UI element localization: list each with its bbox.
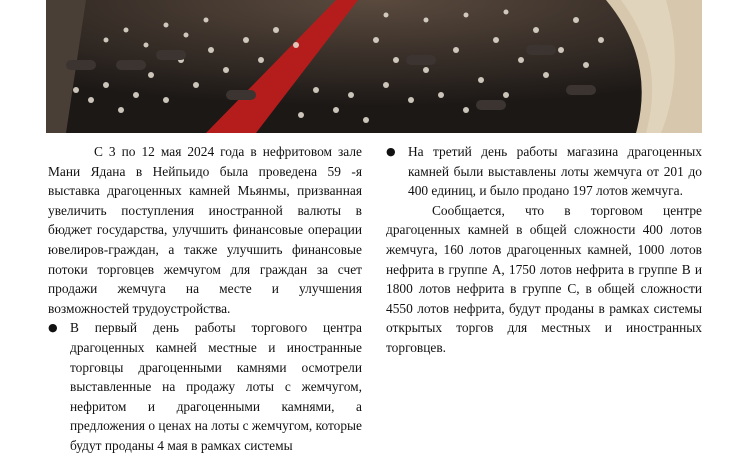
- bullet-text: На третий день работы магазина драгоценных камней были выставлены лоты жемчуга от 201 до 400 единиц, и было продано 197 лотов жемчуга.: [408, 144, 702, 199]
- hall-image: [46, 0, 702, 133]
- summary-paragraph: Сообщается, что в торговом центре драгоценных камней в общей сложности 400 лотов жемчуга, 160 лотов драгоценных камней, 1000 лотов нефрита в группе A, 1750 лотов нефрита в группе B и 1800 лотов нефрита в группе C, в общей сложности 4550 лотов нефрита, будут проданы в рамках системы открытых торгов для местных и иностранных торговцев.: [386, 202, 702, 355]
- exhibition-hall-photo: [46, 0, 702, 133]
- bullet-item-3: [386, 142, 702, 201]
- intro-paragraph: С 3 по 12 мая 2024 года в нефритовом зале Мани Ядана в Нейпьидо была проведена 59 -я выставка драгоценных камней Мьянмы, призванная увеличить поступления иностранной валюты в бюджет государства, улучшить финансовые операции ювелиров-граждан, а также улучшить финансовые потоки торговцев жемчугом для граждан за счет продажи жемчуга на месте и улучшения возможностей трудоустройства.: [48, 144, 362, 316]
- bullet-icon: ●: [386, 145, 396, 158]
- right-column: [386, 142, 702, 358]
- bullet-item-1: [48, 318, 362, 455]
- bullet-text: В первый день работы торгового центра драгоценных камней местные и иностранные торговцы драгоценными камнями осмотрели выставленные на продажу лоты с жемчугом, нефритом и драгоценными камнями, а предложения о ценах на лоты с жемчугом, которые будут проданы 4 мая в рамках системы: [70, 320, 362, 453]
- left-column: [48, 142, 362, 456]
- bullet-icon: ●: [48, 321, 58, 335]
